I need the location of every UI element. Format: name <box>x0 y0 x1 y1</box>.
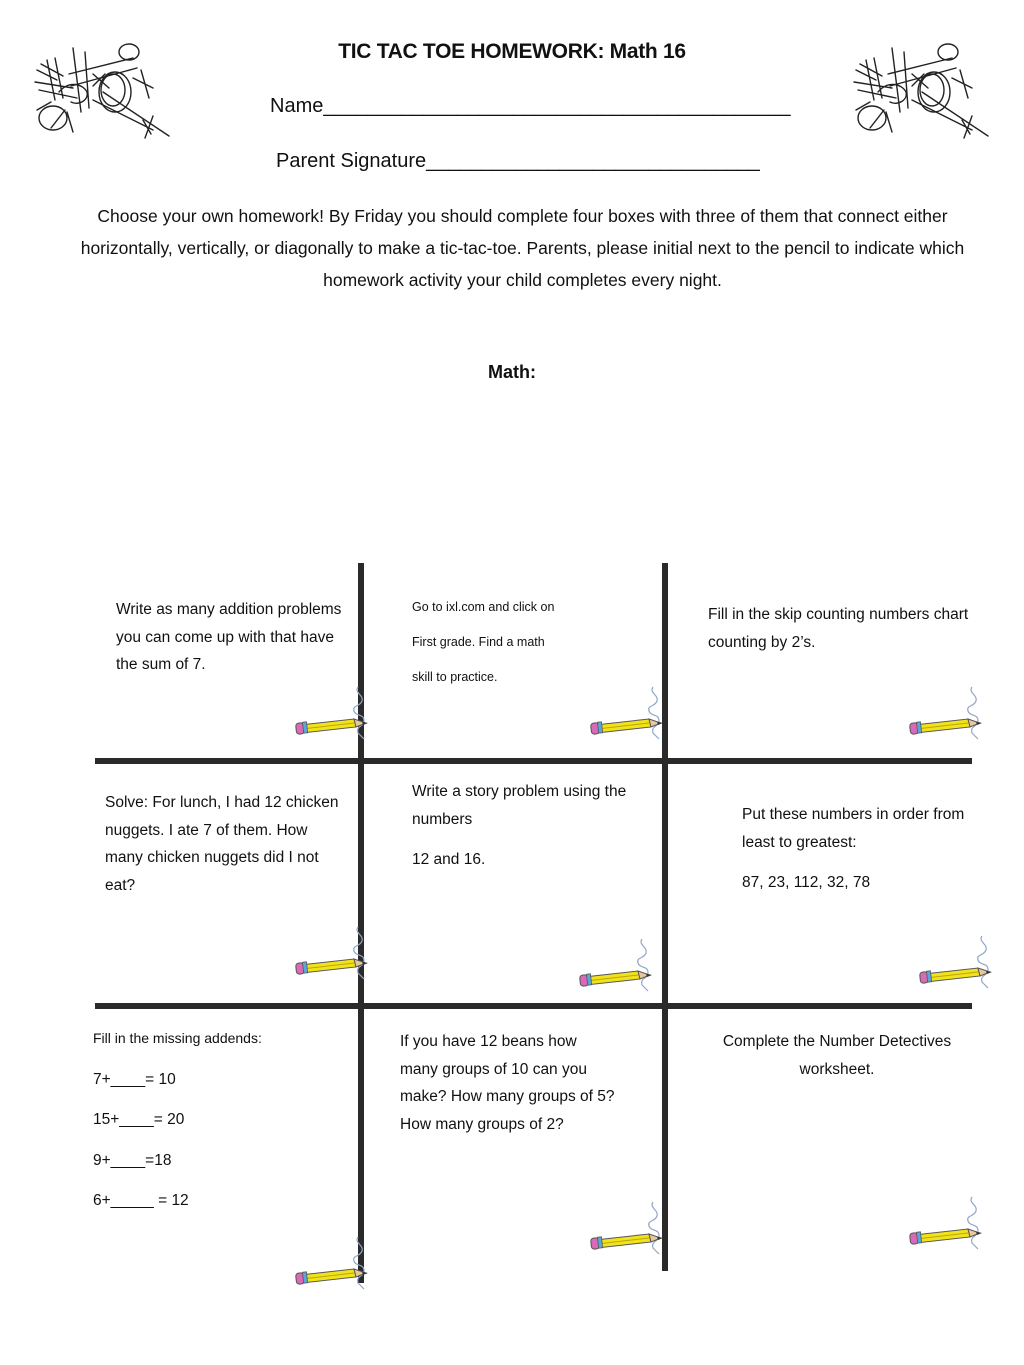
grid-cell-chicken-nuggets: Solve: For lunch, I had 12 chicken nuggets. I ate 7 of them. How many chicken nuggets did I not eat? <box>105 794 339 894</box>
name-line: __________________________________________ <box>323 95 791 117</box>
grid-cell-number-detectives: Complete the Number Detectives worksheet. <box>722 1033 952 1078</box>
grid-cell-missing-addends: Fill in the missing addends: 7+____= 10 15+____= 20 9+____=18 6+_____ = 12 <box>93 1030 262 1209</box>
pencil-icon <box>908 683 990 745</box>
pencil-icon <box>589 683 671 745</box>
grid-cell-story-problem: Write a story problem using the numbers 12 and 16. <box>412 783 627 868</box>
section-label: Math: <box>488 362 536 382</box>
grid-line-horizontal <box>95 1003 972 1009</box>
pencil-icon <box>294 683 376 745</box>
grid-line-horizontal <box>95 758 972 764</box>
pencil-icon <box>589 1198 671 1260</box>
grid-cell-ixl: Go to ixl.com and click on First grade. Find a math skill to practice. <box>412 600 555 684</box>
parent-signature-label: Parent Signature <box>276 150 427 172</box>
pencil-icon <box>578 935 660 997</box>
grid-cell-number-order: Put these numbers in order from least to greatest: 87, 23, 112, 32, 78 <box>742 806 965 891</box>
pencil-icon <box>294 923 376 985</box>
parent-signature-field[interactable] <box>276 150 760 173</box>
instructions: Choose your own homework! By Friday you should complete four boxes with three of them that connect either horizontally, vertically, or diagonally to make a tic-tac-toe. Parents, please initial next to the pencil to indicate which homework activity your child completes every night. <box>80 206 965 290</box>
page-title: TIC TAC TOE HOMEWORK: Math 16 <box>338 40 686 63</box>
pencil-icon <box>908 1193 990 1255</box>
grid-cell-beans-groups: If you have 12 beans how many groups of 10 can you make? How many groups of 5? How many groups of 2? <box>400 1033 615 1133</box>
name-label: Name <box>270 95 324 117</box>
name-field[interactable] <box>270 95 791 118</box>
pencil-icon <box>918 932 1000 994</box>
grid-line-vertical <box>662 563 668 1271</box>
pencil-icon <box>294 1233 376 1295</box>
grid-cell-addition-sum: Write as many addition problems you can come up with that have the sum of 7. <box>116 601 342 673</box>
grid-cell-skip-counting: Fill in the skip counting numbers chart counting by 2’s. <box>708 606 969 651</box>
parent-signature-line: ______________________________ <box>426 150 760 172</box>
